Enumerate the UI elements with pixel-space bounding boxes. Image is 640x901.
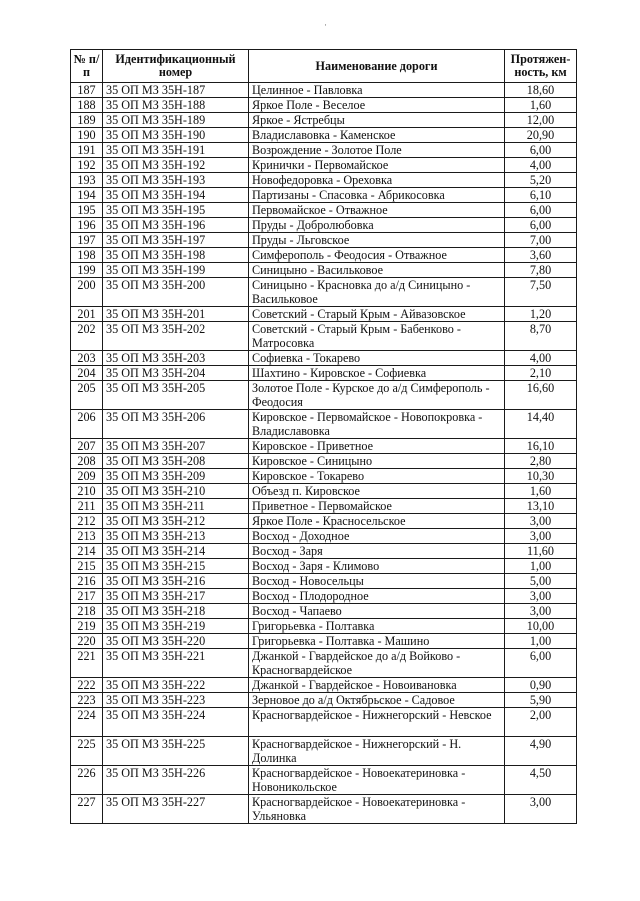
- row-road-name: Пруды - Добролюбовка: [249, 218, 505, 233]
- row-road-name: Кировское - Синицыно: [249, 454, 505, 469]
- row-identifier: 35 ОП МЗ 35Н-220: [103, 634, 249, 649]
- row-number: 200: [71, 278, 103, 307]
- table-row: [71, 634, 577, 649]
- row-identifier: 35 ОП МЗ 35Н-219: [103, 619, 249, 634]
- row-identifier: 35 ОП МЗ 35Н-210: [103, 484, 249, 499]
- row-identifier: 35 ОП МЗ 35Н-204: [103, 366, 249, 381]
- header-road-name: Наименование дороги: [249, 50, 505, 83]
- table-row: [71, 499, 577, 514]
- header-number: № п/п: [71, 50, 103, 83]
- row-road-name: Восход - Заря - Климово: [249, 559, 505, 574]
- row-length: 10,30: [505, 469, 577, 484]
- row-length: 6,00: [505, 143, 577, 158]
- header-identifier: Идентификационный номер: [103, 50, 249, 83]
- row-number: 197: [71, 233, 103, 248]
- table-row: [71, 98, 577, 113]
- row-length: 2,80: [505, 454, 577, 469]
- row-number: 212: [71, 514, 103, 529]
- row-length: 5,90: [505, 693, 577, 708]
- row-length: 1,20: [505, 307, 577, 322]
- row-identifier: 35 ОП МЗ 35Н-216: [103, 574, 249, 589]
- row-number: 225: [71, 737, 103, 766]
- row-length: 20,90: [505, 128, 577, 143]
- row-identifier: 35 ОП МЗ 35Н-200: [103, 278, 249, 307]
- page-mark: ·: [324, 20, 327, 30]
- row-road-name: Советский - Старый Крым - Бабенково - Матросовка: [249, 322, 505, 351]
- row-road-name: Григорьевка - Полтавка - Машино: [249, 634, 505, 649]
- table-row: [71, 514, 577, 529]
- row-identifier: 35 ОП МЗ 35Н-208: [103, 454, 249, 469]
- row-length: 3,60: [505, 248, 577, 263]
- row-number: 198: [71, 248, 103, 263]
- table-row: [71, 604, 577, 619]
- row-length: 7,50: [505, 278, 577, 307]
- table-body: [71, 83, 577, 824]
- table-row: [71, 693, 577, 708]
- row-number: 213: [71, 529, 103, 544]
- row-length: 16,10: [505, 439, 577, 454]
- table-row: [71, 439, 577, 454]
- row-road-name: Объезд п. Кировское: [249, 484, 505, 499]
- row-road-name: Восход - Заря: [249, 544, 505, 559]
- row-number: 191: [71, 143, 103, 158]
- row-number: 201: [71, 307, 103, 322]
- row-length: 2,00: [505, 708, 577, 737]
- row-road-name: Первомайское - Отважное: [249, 203, 505, 218]
- row-length: 7,00: [505, 233, 577, 248]
- row-identifier: 35 ОП МЗ 35Н-201: [103, 307, 249, 322]
- row-number: 227: [71, 795, 103, 824]
- table-row: [71, 366, 577, 381]
- row-road-name: Новофедоровка - Ореховка: [249, 173, 505, 188]
- row-length: 3,00: [505, 514, 577, 529]
- row-identifier: 35 ОП МЗ 35Н-195: [103, 203, 249, 218]
- row-number: 196: [71, 218, 103, 233]
- row-length: 16,60: [505, 381, 577, 410]
- row-number: 204: [71, 366, 103, 381]
- row-identifier: 35 ОП МЗ 35Н-224: [103, 708, 249, 737]
- row-length: 6,00: [505, 218, 577, 233]
- row-road-name: Шахтино - Кировское - Софиевка: [249, 366, 505, 381]
- row-number: 190: [71, 128, 103, 143]
- row-identifier: 35 ОП МЗ 35Н-211: [103, 499, 249, 514]
- row-number: 217: [71, 589, 103, 604]
- row-road-name: Синицыно - Васильковое: [249, 263, 505, 278]
- row-road-name: Софиевка - Токарево: [249, 351, 505, 366]
- row-length: 11,60: [505, 544, 577, 559]
- row-road-name: Приветное - Первомайское: [249, 499, 505, 514]
- roads-table: [70, 49, 577, 824]
- row-number: 195: [71, 203, 103, 218]
- row-number: 193: [71, 173, 103, 188]
- row-road-name: Возрождение - Золотое Поле: [249, 143, 505, 158]
- table-row: [71, 203, 577, 218]
- row-identifier: 35 ОП МЗ 35Н-225: [103, 737, 249, 766]
- table-row: [71, 559, 577, 574]
- row-number: 220: [71, 634, 103, 649]
- table-row: [71, 649, 577, 678]
- header-length: Протяжен-ность, км: [505, 50, 577, 83]
- row-number: 207: [71, 439, 103, 454]
- row-length: 7,80: [505, 263, 577, 278]
- row-number: 199: [71, 263, 103, 278]
- row-road-name: Джанкой - Гвардейское до а/д Войково - Красногвардейское: [249, 649, 505, 678]
- row-length: 8,70: [505, 322, 577, 351]
- row-number: 189: [71, 113, 103, 128]
- row-length: 3,00: [505, 795, 577, 824]
- row-identifier: 35 ОП МЗ 35Н-207: [103, 439, 249, 454]
- row-road-name: Восход - Доходное: [249, 529, 505, 544]
- row-identifier: 35 ОП МЗ 35Н-215: [103, 559, 249, 574]
- row-length: 3,00: [505, 589, 577, 604]
- table-row: [71, 795, 577, 824]
- table-row: [71, 143, 577, 158]
- row-number: 192: [71, 158, 103, 173]
- table-row: [71, 263, 577, 278]
- row-length: 1,60: [505, 98, 577, 113]
- row-number: 187: [71, 83, 103, 98]
- table-row: [71, 381, 577, 410]
- row-length: 5,20: [505, 173, 577, 188]
- table-header-row: [71, 50, 577, 83]
- table-row: [71, 158, 577, 173]
- table-row: [71, 113, 577, 128]
- row-number: 215: [71, 559, 103, 574]
- row-road-name: Григорьевка - Полтавка: [249, 619, 505, 634]
- row-road-name: Партизаны - Спасовка - Абрикосовка: [249, 188, 505, 203]
- row-road-name: Красногвардейское - Нижнегорский - Н. Долинка: [249, 737, 505, 766]
- table-row: [71, 544, 577, 559]
- row-identifier: 35 ОП МЗ 35Н-194: [103, 188, 249, 203]
- row-road-name: Синицыно - Красновка до а/д Синицыно - Васильковое: [249, 278, 505, 307]
- row-length: 5,00: [505, 574, 577, 589]
- row-number: 202: [71, 322, 103, 351]
- row-length: 4,90: [505, 737, 577, 766]
- row-road-name: Кринички - Первомайское: [249, 158, 505, 173]
- table-row: [71, 278, 577, 307]
- table-row: [71, 737, 577, 766]
- row-number: 222: [71, 678, 103, 693]
- row-identifier: 35 ОП МЗ 35Н-187: [103, 83, 249, 98]
- row-length: 0,90: [505, 678, 577, 693]
- table-row: [71, 619, 577, 634]
- row-identifier: 35 ОП МЗ 35Н-188: [103, 98, 249, 113]
- row-number: 206: [71, 410, 103, 439]
- row-number: 203: [71, 351, 103, 366]
- table-row: [71, 589, 577, 604]
- table-row: [71, 173, 577, 188]
- row-identifier: 35 ОП МЗ 35Н-205: [103, 381, 249, 410]
- row-identifier: 35 ОП МЗ 35Н-203: [103, 351, 249, 366]
- row-road-name: Яркое Поле - Веселое: [249, 98, 505, 113]
- row-identifier: 35 ОП МЗ 35Н-197: [103, 233, 249, 248]
- row-number: 188: [71, 98, 103, 113]
- row-number: 211: [71, 499, 103, 514]
- row-number: 214: [71, 544, 103, 559]
- row-number: 216: [71, 574, 103, 589]
- table-row: [71, 83, 577, 98]
- table-row: [71, 248, 577, 263]
- row-road-name: Красногвардейское - Новоекатериновка - Новоникольское: [249, 766, 505, 795]
- table-row: [71, 410, 577, 439]
- row-identifier: 35 ОП МЗ 35Н-190: [103, 128, 249, 143]
- row-number: 210: [71, 484, 103, 499]
- row-road-name: Восход - Новосельцы: [249, 574, 505, 589]
- row-length: 3,00: [505, 604, 577, 619]
- table-row: [71, 128, 577, 143]
- row-number: 205: [71, 381, 103, 410]
- table-row: [71, 218, 577, 233]
- row-identifier: 35 ОП МЗ 35Н-213: [103, 529, 249, 544]
- row-identifier: 35 ОП МЗ 35Н-193: [103, 173, 249, 188]
- row-road-name: Целинное - Павловка: [249, 83, 505, 98]
- row-length: 6,00: [505, 203, 577, 218]
- row-length: 1,60: [505, 484, 577, 499]
- row-length: 6,00: [505, 649, 577, 678]
- row-identifier: 35 ОП МЗ 35Н-198: [103, 248, 249, 263]
- row-road-name: Красногвардейское - Нижнегорский - Невское: [249, 708, 505, 737]
- table-row: [71, 454, 577, 469]
- row-road-name: Советский - Старый Крым - Айвазовское: [249, 307, 505, 322]
- row-length: 10,00: [505, 619, 577, 634]
- table-row: [71, 766, 577, 795]
- table-row: [71, 529, 577, 544]
- row-road-name: Золотое Поле - Курское до а/д Симферополь - Феодосия: [249, 381, 505, 410]
- row-number: 223: [71, 693, 103, 708]
- row-number: 219: [71, 619, 103, 634]
- table-row: [71, 307, 577, 322]
- row-identifier: 35 ОП МЗ 35Н-199: [103, 263, 249, 278]
- row-identifier: 35 ОП МЗ 35Н-217: [103, 589, 249, 604]
- row-road-name: Симферополь - Феодосия - Отважное: [249, 248, 505, 263]
- row-identifier: 35 ОП МЗ 35Н-196: [103, 218, 249, 233]
- row-road-name: Яркое - Ястребцы: [249, 113, 505, 128]
- row-identifier: 35 ОП МЗ 35Н-202: [103, 322, 249, 351]
- row-road-name: Восход - Чапаево: [249, 604, 505, 619]
- row-length: 18,60: [505, 83, 577, 98]
- row-number: 221: [71, 649, 103, 678]
- row-road-name: Кировское - Приветное: [249, 439, 505, 454]
- row-road-name: Восход - Плодородное: [249, 589, 505, 604]
- row-number: 194: [71, 188, 103, 203]
- table-row: [71, 469, 577, 484]
- row-number: 226: [71, 766, 103, 795]
- row-road-name: Красногвардейское - Новоекатериновка - Ульяновка: [249, 795, 505, 824]
- table-row: [71, 233, 577, 248]
- row-identifier: 35 ОП МЗ 35Н-214: [103, 544, 249, 559]
- row-road-name: Зерновое до а/д Октябрьское - Садовое: [249, 693, 505, 708]
- table-row: [71, 678, 577, 693]
- row-number: 218: [71, 604, 103, 619]
- row-identifier: 35 ОП МЗ 35Н-189: [103, 113, 249, 128]
- table-row: [71, 188, 577, 203]
- row-length: 12,00: [505, 113, 577, 128]
- row-identifier: 35 ОП МЗ 35Н-206: [103, 410, 249, 439]
- table-row: [71, 708, 577, 737]
- row-length: 4,50: [505, 766, 577, 795]
- row-number: 224: [71, 708, 103, 737]
- row-length: 2,10: [505, 366, 577, 381]
- row-road-name: Пруды - Льговское: [249, 233, 505, 248]
- table-row: [71, 484, 577, 499]
- row-identifier: 35 ОП МЗ 35Н-222: [103, 678, 249, 693]
- row-length: 13,10: [505, 499, 577, 514]
- row-identifier: 35 ОП МЗ 35Н-191: [103, 143, 249, 158]
- row-length: 3,00: [505, 529, 577, 544]
- row-length: 4,00: [505, 351, 577, 366]
- row-identifier: 35 ОП МЗ 35Н-212: [103, 514, 249, 529]
- row-number: 209: [71, 469, 103, 484]
- row-road-name: Яркое Поле - Красносельское: [249, 514, 505, 529]
- row-identifier: 35 ОП МЗ 35Н-218: [103, 604, 249, 619]
- row-identifier: 35 ОП МЗ 35Н-221: [103, 649, 249, 678]
- table-row: [71, 322, 577, 351]
- row-identifier: 35 ОП МЗ 35Н-209: [103, 469, 249, 484]
- row-length: 6,10: [505, 188, 577, 203]
- row-length: 14,40: [505, 410, 577, 439]
- table-row: [71, 574, 577, 589]
- row-identifier: 35 ОП МЗ 35Н-226: [103, 766, 249, 795]
- row-road-name: Кировское - Первомайское - Новопокровка - Владиславовка: [249, 410, 505, 439]
- table-row: [71, 351, 577, 366]
- row-identifier: 35 ОП МЗ 35Н-227: [103, 795, 249, 824]
- row-number: 208: [71, 454, 103, 469]
- row-road-name: Джанкой - Гвардейское - Новоивановка: [249, 678, 505, 693]
- row-length: 4,00: [505, 158, 577, 173]
- row-identifier: 35 ОП МЗ 35Н-223: [103, 693, 249, 708]
- row-length: 1,00: [505, 634, 577, 649]
- row-road-name: Владиславовка - Каменское: [249, 128, 505, 143]
- row-length: 1,00: [505, 559, 577, 574]
- row-road-name: Кировское - Токарево: [249, 469, 505, 484]
- row-identifier: 35 ОП МЗ 35Н-192: [103, 158, 249, 173]
